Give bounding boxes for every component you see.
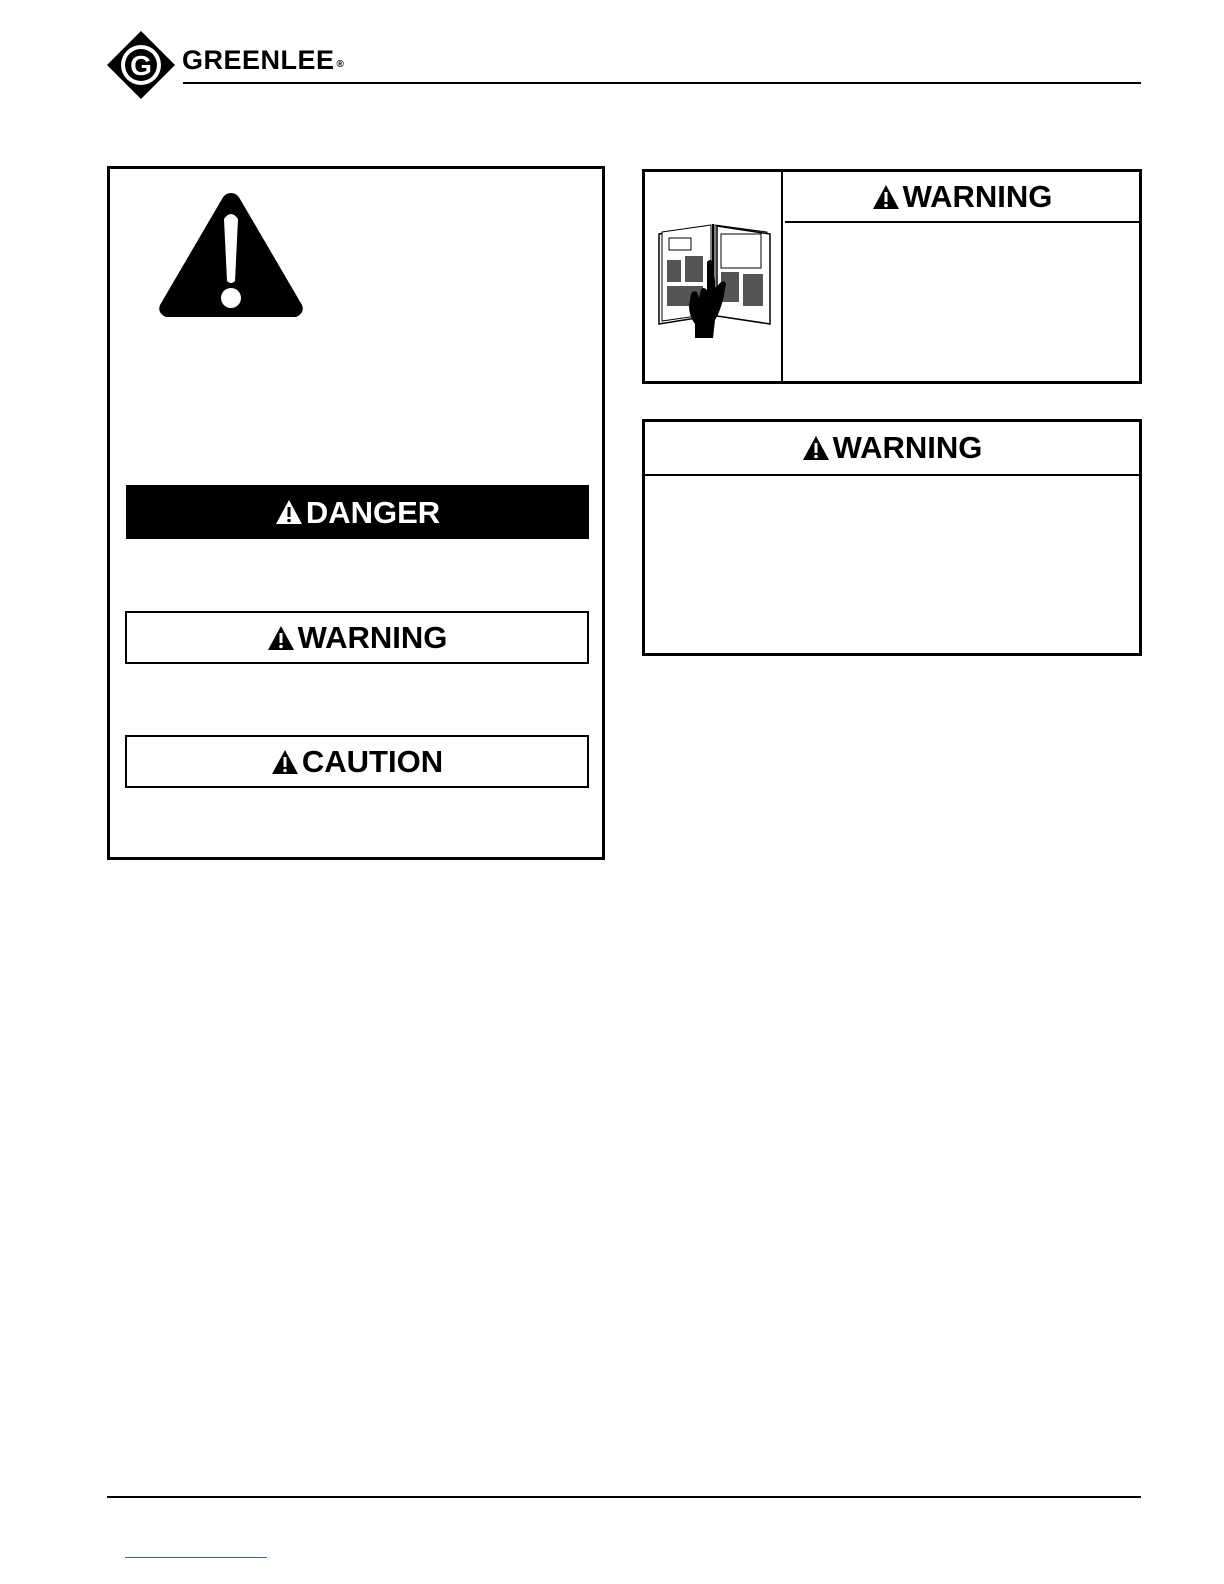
danger-alert-icon [275, 499, 303, 525]
safety-alert-box [107, 166, 605, 860]
footer-link-underline[interactable] [125, 1557, 267, 1558]
warning-label: WARNING [902, 178, 1053, 214]
warning-signal-bar [125, 611, 589, 664]
manual-illustration-cell [645, 172, 783, 381]
caution-label: CAUTION [301, 744, 444, 779]
header-rule [183, 82, 1141, 84]
brand-text: GREENLEE [182, 45, 335, 75]
warning-alert-icon [872, 184, 900, 210]
danger-signal-bar [126, 485, 589, 539]
caution-signal-bar [125, 735, 589, 788]
read-manual-warning-heading [785, 172, 1139, 223]
warning-alert-icon [802, 435, 830, 461]
greenlee-logo-icon [106, 30, 176, 100]
warning-alert-icon [267, 625, 295, 651]
warning-label: WARNING [297, 620, 448, 655]
general-warning-box [642, 419, 1142, 656]
logo-letter: G [130, 50, 152, 81]
general-warning-heading [645, 422, 1139, 476]
footer-rule [107, 1496, 1141, 1498]
safety-alert-triangle-icon [156, 189, 306, 321]
brand-name [182, 47, 344, 74]
warning-label: WARNING [832, 430, 983, 465]
read-manual-warning-box [642, 169, 1142, 384]
registered-mark: ® [336, 59, 345, 70]
danger-label: DANGER [305, 494, 441, 530]
read-manual-book-icon [655, 220, 773, 338]
caution-alert-icon [271, 749, 299, 775]
